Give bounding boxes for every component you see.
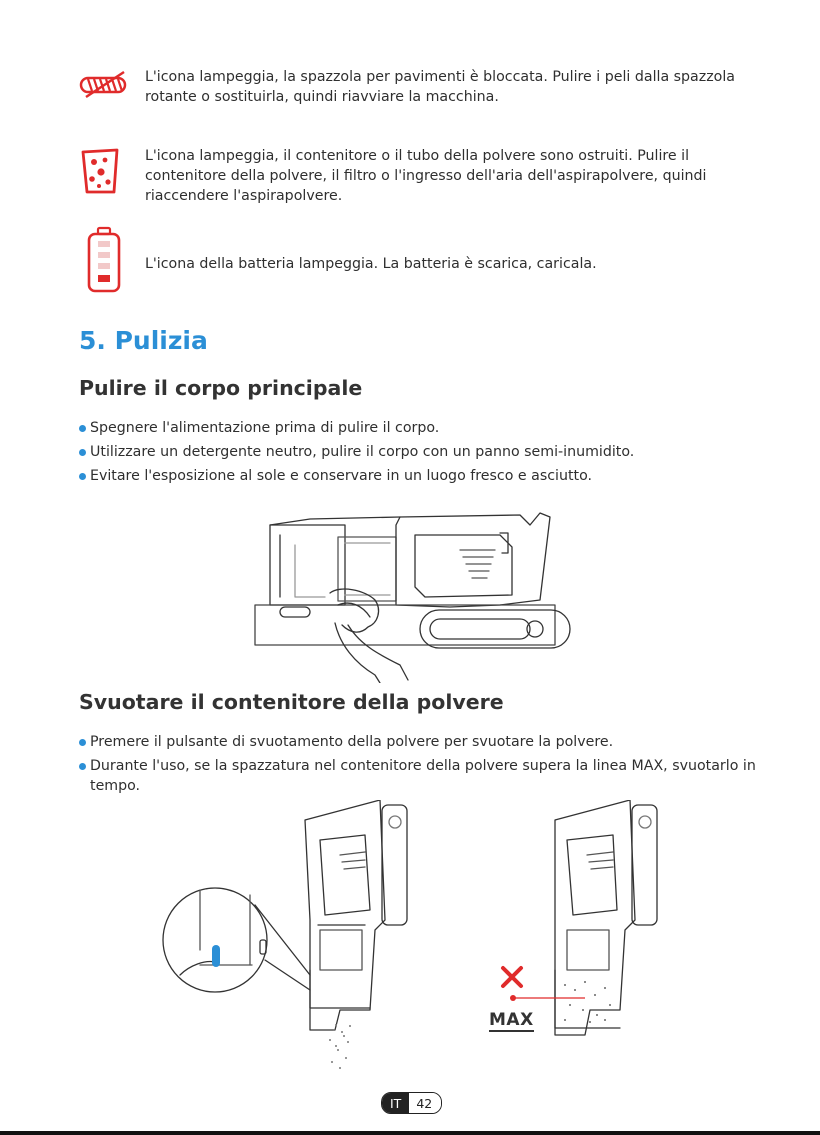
list-item: Evitare l'esposizione al sole e conservare in un luogo fresco e asciutto. xyxy=(79,466,759,486)
dustbin-clogged-icon xyxy=(80,146,122,196)
list-item: Utilizzare un detergente neutro, pulire il corpo con un panno semi-inumidito. xyxy=(79,442,759,462)
bullet-dot xyxy=(79,425,86,432)
list-item: Premere il pulsante di svuotamento della polvere per svuotare la polvere. xyxy=(79,732,759,752)
brush-blocked-icon xyxy=(78,70,130,100)
max-label: MAX xyxy=(489,1010,534,1030)
list-item: Durante l'uso, se la spazzatura nel contenitore della polvere supera la linea MAX, svuotarlo in tempo. xyxy=(79,756,759,796)
empty-bin-list xyxy=(79,732,759,800)
indicator-text-battery: L'icona della batteria lampeggia. La batteria è scarica, caricala. xyxy=(145,256,597,272)
list-item: Spegnere l'alimentazione prima di pulire il corpo. xyxy=(79,418,759,438)
empty-bin-title: Svuotare il contenitore della polvere xyxy=(79,690,504,714)
battery-low-icon xyxy=(86,226,122,294)
cross-icon xyxy=(503,968,521,986)
bottom-rule xyxy=(0,1131,820,1135)
indicator-text-brush: L'icona lampeggia, la spazzola per pavimenti è bloccata. Pulire i peli dalla spazzola rotante o sostituirla, quindi riavviare la macchina. xyxy=(145,69,735,105)
bullet-dot xyxy=(79,763,86,770)
bullet-dot xyxy=(79,739,86,746)
body-cleaning-title: Pulire il corpo principale xyxy=(79,376,363,400)
page-number-badge xyxy=(381,1092,442,1114)
bullet-dot xyxy=(79,473,86,480)
language-code: IT xyxy=(382,1093,409,1113)
empty-button-illustration xyxy=(160,800,410,1075)
page-number: 42 xyxy=(409,1093,441,1113)
section-title: 5. Pulizia xyxy=(79,326,208,355)
wiping-body-illustration xyxy=(250,505,575,683)
indicator-text-dustbin: L'icona lampeggia, il contenitore o il tubo della polvere sono ostruiti. Pulire il contenitore della polvere, il filtro o l'ingresso dell'aria dell'aspirapolvere, quindi riaccendere l'aspirapolvere. xyxy=(145,148,707,204)
body-cleaning-list xyxy=(79,418,759,490)
bullet-dot xyxy=(79,449,86,456)
